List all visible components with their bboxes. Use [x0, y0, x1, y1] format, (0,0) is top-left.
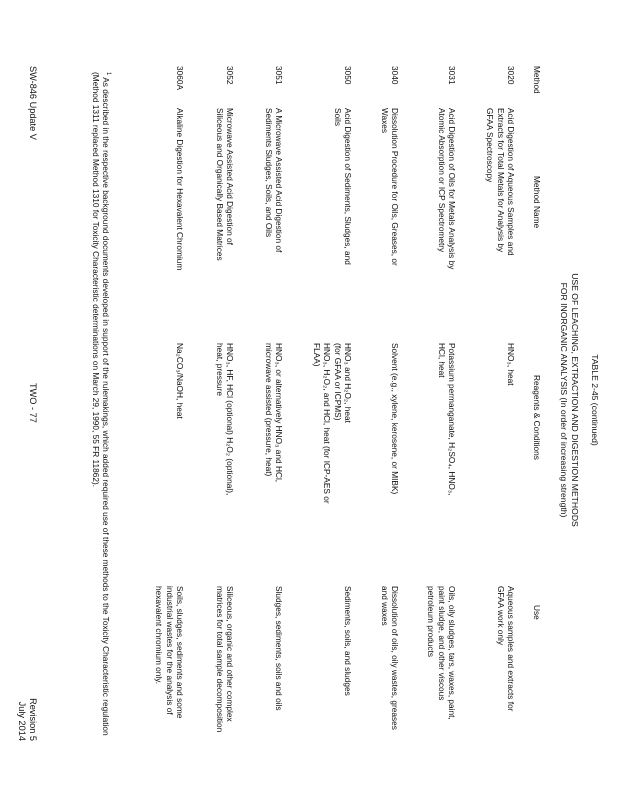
reagents-conditions: HNO₃ and H₂O₂, heat (for GFAA or ICPMS) HNO₃, H₂O₂, and HCl, heat (for ICP-AES or FLAA): [311, 343, 353, 504]
table-subtitle-line1: USE OF LEACHING, EXTRACTION AND DIGESTION METHODS: [570, 273, 580, 527]
table-subtitle-line2: FOR INORGANIC ANALYSIS (In order of increasing strength): [559, 282, 569, 518]
method-use: Siliceous, organic and other complex matrices for total sample decomposition: [214, 586, 235, 733]
method-name: A Microwave Assisted Acid Digestion of Sediments Sludges, Soils, and Oils: [263, 108, 284, 253]
footer-revision: Revision 5 July 2014: [16, 698, 38, 741]
column-header-reagents: Reagents & Conditions: [532, 375, 542, 460]
column-header-method: Method: [532, 66, 542, 94]
footnote: [90, 72, 111, 762]
method-number: 3052: [225, 66, 235, 85]
method-number: 3020: [506, 66, 516, 85]
method-number: 3060A: [175, 66, 185, 90]
method-use: Oils, oily sludges, tars, waxes, paint, paint sludge, and other viscous petroleum products: [426, 586, 457, 720]
method-number: 3031: [447, 66, 457, 85]
method-name: Acid Digestion of Sediments, Sludges, and Soils: [332, 108, 353, 265]
footnote-text: As described in the respective background documents developed in support of the rulemakings, which added required use of these methods to the Toxicity Characteristic regulation (Method 1311 replaced Method 1310 for Toxicity Characteristic determinations on March 29, 1990, 55 FR 11862).: [90, 72, 111, 736]
footnote-mark: 1: [105, 72, 111, 76]
method-use: Soils, sludges, sediments and some industrial wastes for the analysis of hexavalent chromium only.: [154, 586, 185, 719]
table-title: TABLE 2-45 (continued): [590, 354, 600, 446]
method-number: 3040: [390, 66, 400, 85]
column-header-method-name: Method Name: [532, 176, 542, 229]
reagents-conditions: Solvent (e.g., xylene, kerosene, or MIBK): [390, 343, 400, 495]
reagents-conditions: HNO₃, heat: [506, 343, 516, 386]
reagents-conditions: Na₂CO₃/NaOH, heat: [175, 343, 185, 419]
method-name: Microwave Assisted Acid Digestion of Siliceous and Organically Based Matrices: [214, 108, 235, 261]
footer-document-id: SW-846 Update V: [28, 66, 38, 140]
method-name: Acid Digestion of Aqueous Samples and Extracts for Total Metals for Analysis by GFAA Spectroscopy: [485, 108, 516, 256]
method-number: 3051: [274, 66, 284, 85]
method-use: Sludges, sediments, soils and oils: [274, 586, 284, 711]
reagents-conditions: HNO₃, HF, HCl (optional) H₂O₂ (optional), heat, pressure: [214, 343, 235, 496]
method-name: Alkaline Digestion for Hexavalent Chromium: [175, 108, 185, 271]
method-use: Dissolution of oils, oily wastes, greases and waxes: [379, 586, 400, 730]
method-number: 3050: [343, 66, 353, 85]
method-use: Aqueous samples and extracts for GFAA work only: [495, 586, 516, 712]
column-header-use: Use: [532, 605, 542, 620]
reagents-conditions: HNO₃, or alternatively HNO₃ and HCl, microwave assisted (pressure, heat): [263, 343, 284, 483]
reagents-conditions: Potassium permanganate, H₂SO₄, HNO₃, HCl, heat: [436, 343, 457, 496]
footer-page-number: TWO - 77: [28, 383, 38, 423]
method-name: Acid Digestion of Oils for Metals Analysis by Atomic Absorption or ICP Spectrometry: [436, 108, 457, 270]
method-name: Dissolution Procedure for Oils, Greases, or Waxes: [379, 108, 400, 266]
method-use: Sediments, soils, and sludges: [343, 586, 353, 696]
